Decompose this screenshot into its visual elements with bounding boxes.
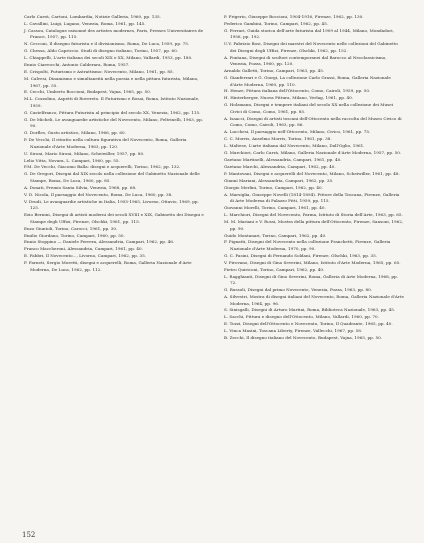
bibliography-entry: F. Pignatti, Disegni del Novecento nella collezione Franchetti, Firenze, Galleria Nazionale d'Arte Moderna, 1970, pp. 90. xyxy=(224,239,391,251)
bibliography-entry: S. Sinisgalli, Disegni di Arturo Martini, Roma, Biblioteca Nazionale, 1963, pp. 45. xyxy=(224,307,396,313)
bibliography-entry: G. De Micheli, Le avanguardie artistiche del Novecento, Milano, Feltrinelli, 1963, pp. 90. xyxy=(24,116,204,129)
bibliography-entry: H. Henze, Pittura italiana dell'Ottocento, Como, Cairoli, 1959, pp. 50. xyxy=(224,88,371,94)
bibliography-entry: A. Lucchesi, Il paesaggio nell'Ottocento, Milano, Civico, 1961, pp. 75. xyxy=(224,129,371,135)
bibliography-entry: F. Farneti, Sergio Moretti, disegni e acquerelli, Roma, Galleria Nazionale d'Arte Moderna, De Luca, 1962, pp. 112. xyxy=(24,260,192,272)
bibliography-entry: A. Donati, Premio Santa Silvia, Venezia, 1968, pp. 68. xyxy=(24,184,137,190)
bibliography-entry: P. De Vecchi, Il ritratto nella cultura figurativa del Novecento, Roma, Galleria Nazionale d'Arte Moderna, 1963, pp. 120. xyxy=(24,137,187,149)
bibliography-entry: Carlo Carrà, Cartoni, Lombardia, Notizie Galleria, 1960, pp. 135. xyxy=(24,14,161,19)
bibliography-entry: G. Holzmann, Disegni e tempere italiani del secolo XX nella collezione dei Musei Civici di Como, Como, 1961, pp. 85. xyxy=(224,102,394,114)
bibliography-entry: E. Crispolti, Futurismo e Astrattismo: Novecento, Milano, 1961, pp. 85. xyxy=(24,69,174,75)
bibliography-entry: Franco Maccheroni, Alessandria, Campari, 1961, pp. 40. xyxy=(24,246,143,252)
bibliography-entry: Giovanni Morelli, Torino, Campari, 1961, pp. 40. xyxy=(224,205,326,211)
bibliography-entry: G. Gianferrari e G. Giorgi, La collezione Carlo Grassi, Roma, Galleria Nazionale d'Arte Moderna, 1960, pp. 110. xyxy=(224,75,391,87)
bibliography-entry: L. Chiappelli, L'arte italiana dei secoli XIX e XX, Milano, Vallardi, 1953, pp. 180. xyxy=(24,55,193,61)
bibliography-entry: M.L. Cozzolino, Aspetti di Rovereto. Il Futurismo e Rosai, Roma, Istituto Nazionale, 1959. xyxy=(24,96,200,108)
bibliography-entry: A. Silvestri, Mostra di disegni italiani del Novecento, Roma, Galleria Nazionale d'Arte Moderna, 1964, pp. 96. xyxy=(224,294,404,306)
bibliography-entry: U. Sironi, Mario Sironi, Milano, Scheiwiller, 1957, pp. 80. xyxy=(24,150,145,156)
bibliography-entry: A. Marsiglia, Giuseppe Novelli (1814-1894). Pittore della Toscana, Firenze, Galleria di Arte Moderna di Palazzo Pitti, 1959, pp. 115. xyxy=(224,191,400,204)
bibliography-entry: G. Ferrari, Guida storica dell'arte futurista dal 1909 al 1944, Milano, Mondadori, 1956, pp. 192. xyxy=(224,27,394,40)
bibliography-entry: V. D. Nicola, Il paesaggio del Novecento, Roma, De Luca, 1960, pp. 38. xyxy=(24,191,173,197)
bibliography-entry: L. Marchiori, Disegni del Novecento, Parma, Istituto di Storia dell'Arte, 1963, pp. 65. xyxy=(224,212,403,218)
bibliography-entry: L. Sacchi, Pittura e disegno dell'Ottocento, Milano, Vallardi, 1960, pp. 70. xyxy=(224,314,379,320)
bibliography-entry: M. M. Mariani e V. Rossi, Mostra della pittura dell'Ottocento, Firenze, Sansoni, 1962, pp. 90. xyxy=(224,219,404,231)
bibliography-entry: G. De Gregori, Disegni dal XIX secolo nella collezione del Gabinetto Nazionale delle Stampe, Roma, De Luca, 1960, pp. 85. xyxy=(24,171,200,183)
bibliography-column-left xyxy=(24,14,204,274)
bibliography-entry: E. Tozzi, Disegni dell'Ottocento e Novecento, Torino, Il Quadrante, 1965, pp. 40. xyxy=(224,321,393,327)
bibliography-entry: P. Frigerio, Giuseppe Boccioni, 1904-1916, Firenze, 1962, pp. 130. xyxy=(224,14,364,19)
bibliography-entry: A. Isaacci, Disegni di artisti toscani dell'Ottocento nella raccolta del Museo Civico di Como, Como, Cairoli, 1963, pp. 86. xyxy=(224,115,402,128)
bibliography-entry: P.M. De Vecchi, Giacomo Balla: disegni e acquerelli, Torino, 1962, pp. 132. xyxy=(24,164,181,170)
bibliography-entry: V. Drudi, Le avanguardie artistiche in Italia, 1955-1965, Livorno, Ottavio, 1969, pp. 125. xyxy=(24,198,199,211)
bibliography-entry: Gianni Mariani, Alessandria, Campari, 1962, pp. 35. xyxy=(224,177,334,183)
bibliography-entry: M. Calvesi, Dinamismo e simultaneità nella poesia e nella pittura futurista, Milano, 1967, pp. 55. xyxy=(24,76,199,88)
bibliography-entry: Enzo Giuntoli, Torino, Carocci, 1961, pp. 30. xyxy=(24,225,118,231)
page-number: 152 xyxy=(22,531,36,539)
bibliography-entry: A. Fontana, Disegni di scultori contemporanei dal Barocco al Neoclassicismo, Venezia, Pozza, 1960, pp. 120. xyxy=(224,54,387,67)
bibliography-entry: L. Maltese, L'arte italiana dal Novecento, Milano, Dall'Oglio, 1961. xyxy=(224,143,365,149)
bibliography-entry: Pietro Quiriconi, Torino, Campari, 1962, pp. 40. xyxy=(224,266,325,272)
bibliography-entry: G. Castelfranco, Pittura Futurista al principio del secolo XX, Venezia, 1962, pp. 115. xyxy=(24,109,201,115)
bibliography-entry: B. Zecchi, Il disegno italiano del Novecento, Budapest, Vajna, 1965, pp. 50. xyxy=(224,335,383,341)
bibliography-entry: G. Dorfles, Gusto artistico, Milano, 1966, pp. 60. xyxy=(24,130,126,136)
bibliography-entry: Ezio Bernini, Disegni di artisti moderni dei secoli XVIII e XIX, Gabinetto dei Disegni e Stampe degli Uffizi, Firenze, Olschki, 1961, pp. 115. xyxy=(24,212,204,224)
bibliography-entry: Guido Montanari, Torino, Campari, 1962, pp. 40. xyxy=(224,232,327,238)
bibliography-entry: Giorgio Merlini, Torino, Campari, 1962, pp. 40. xyxy=(224,184,323,190)
bibliography-entry: Arnaldo Galletti, Torino, Campari, 1963, pp. 45. xyxy=(224,68,325,74)
bibliography-column-right xyxy=(224,14,404,342)
bibliography-entry: L. Ragghianti, Disegni di Gino Severini, Roma, Galleria di Arte Moderna, 1968, pp. 72. xyxy=(224,273,399,286)
bibliography-entry: Federico Gambini, Torino, Campari, 1962, pp. 45. xyxy=(224,20,329,26)
bibliography-entry: G. C. Pasini, Disegni di Fernando Soldani, Firenze, Olschki, 1963, pp. 35. xyxy=(224,252,378,258)
bibliography-entry: N. Cecconi, Il disegno futurista e il divisionismo, Roma, De Luca, 1959, pp. 75. xyxy=(24,41,190,47)
bibliography-entry: L. Vinca Masini, Toscana Liberty, Firenze, Vallecchi, 1967, pp. 58. xyxy=(224,328,363,334)
bibliography-entry: E. Fabbri, Il Novecento..., Livorno, Campari, 1962, pp. 35. xyxy=(24,253,147,259)
bibliography-entry: E. Cecchi, Umberto Boccioni, Budapest, Vajna, 1965, pp. 50. xyxy=(24,89,152,95)
bibliography-entry: Ennio Ciarrocchi, Antonio Calderara, Roma, 1957. xyxy=(24,62,130,68)
bibliography-entry: V. Pirovano, Disegni di Gino Severini, Milano, Istituto d'Arte Moderna, 1965, pp. 65. xyxy=(224,259,401,265)
bibliography-entry: Ennio Stoppino — Daniele Ferrera, Alessandria, Campari, 1962, pp. 46. xyxy=(24,239,175,245)
bibliography-entry: C. C. Morris, Anselmo Morris, Torino, 1961, pp. 38. xyxy=(224,136,332,142)
bibliography-entry: P. Mantovani, Disegni e acquerelli del Novecento, Milano, Scheiwiller, 1961, pp. 48. xyxy=(224,170,400,176)
bibliography-entry: Emilio Giordano, Torino, Campari, 1960, pp. 50. xyxy=(24,232,125,238)
bibliography-entry: J. Cassou, Catalogue raisonné des artistes modernes, Paris, Presses Universitaires de France, 1957, pp. 115. xyxy=(24,27,204,40)
bibliography-entry: Lelio Vitta, Novara, L. Campari, 1960, pp. 55. xyxy=(24,157,120,163)
bibliography-entry: G. Russoli, Disegni dal primo Novecento, Venezia, Pozza, 1963, pp. 80. xyxy=(224,287,373,293)
bibliography-entry: U.V. Fabrizio Bosi, Disegni dei maestri del Novecento nelle collezioni del Gabinetto dei Disegni degli Uffizi, Firenze, Olschki, 1962, pp. 152. xyxy=(224,41,398,53)
bibliography-entry: Gaetano Marchi, Alessandria, Campari, 1962, pp. 40. xyxy=(224,163,336,169)
bibliography-entry: H. Hinterberger, Nuova Pittura, Milano, Verlag, 1961, pp. 40. xyxy=(224,95,354,101)
bibliography-entry: Gaetano Martinelli, Alessandria, Campari, 1961, pp. 40. xyxy=(224,157,342,163)
bibliography-entry: G. Marchiori, Carlo Carrà, Milano, Galleria Nazionale d'Arte Moderna, 1957, pp. 50. xyxy=(224,150,402,156)
bibliography-entry: G. Chessa, Aldo Capriccio. Studi di disegno italiano, Torino, 1957, pp. 60. xyxy=(24,48,179,54)
bibliography-entry: L. Cavallini, Luigi, Lugano, Venezia, Roma, 1961, pp. 145. xyxy=(24,20,146,26)
